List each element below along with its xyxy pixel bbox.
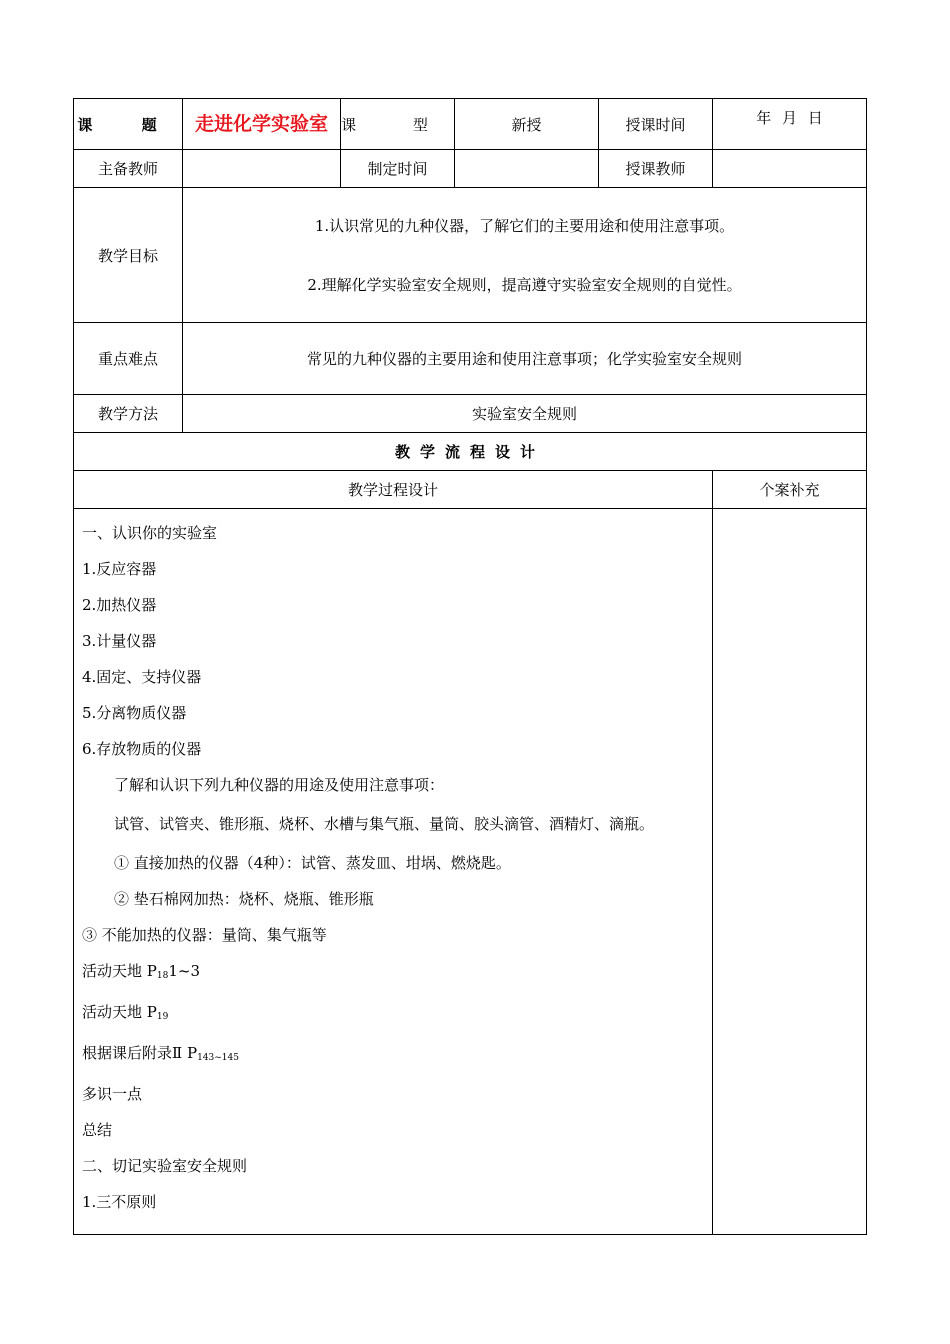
process-column-header: 教学过程设计: [74, 471, 713, 509]
goals-label: 教学目标: [74, 188, 183, 323]
made-time-label: 制定时间: [341, 150, 455, 188]
appendix-reference: [82, 1035, 704, 1076]
activity-reference: [82, 953, 704, 994]
supplement-content: [713, 509, 867, 1235]
asbestos-heat-text: ② 垫石棉网加热：烧杯、烧瓶、锥形瓶: [114, 890, 374, 908]
page-subscript: 18: [156, 971, 169, 981]
lesson-plan-sheet: [73, 98, 866, 1235]
no-heat-text: ③ 不能加热的仪器：量筒、集气瓶等: [82, 926, 327, 944]
topic-value: 走进化学实验室: [194, 113, 328, 135]
activity-range: 1~3: [168, 962, 200, 980]
flow-title: 教学流程设计: [394, 443, 545, 461]
key-points-row: [74, 323, 867, 395]
lesson-plan-table: [73, 98, 867, 1235]
activity-text: 活动天地 P: [82, 962, 157, 980]
process-content: [74, 509, 713, 1235]
instrument-category: 4.固定、支持仪器: [82, 668, 202, 686]
instrument-list: 试管、试管夹、锥形瓶、烧杯、水槽与集气瓶、量筒、胶头滴管、酒精灯、滴瓶。: [114, 815, 655, 833]
section-heading: 二、切记实验室安全规则: [82, 1157, 248, 1175]
rule-item: 1.三不原则: [82, 1193, 157, 1211]
instrument-category: 2.加热仪器: [82, 596, 157, 614]
supplement-column-header: 个案补充: [713, 471, 867, 509]
flow-title-cell: [74, 433, 867, 471]
preparer-value: [183, 150, 341, 188]
goal-item: 1.认识常见的九种仪器，了解它们的主要用途和使用注意事项。: [314, 217, 735, 235]
topic-label-cell: [74, 99, 183, 150]
method-label: 教学方法: [74, 395, 183, 433]
header-row-1: [74, 99, 867, 150]
goals-row: [74, 188, 867, 323]
flow-header-row: [74, 471, 867, 509]
preparer-label: 主备教师: [74, 150, 183, 188]
type-label-cell: [341, 99, 455, 150]
direct-heat-text: ① 直接加热的仪器（4种）：试管、蒸发皿、坩埚、燃烧匙。: [114, 854, 511, 872]
date-value: 年 月 日: [756, 109, 823, 127]
teacher-value: [713, 150, 867, 188]
key-points-value: 常见的九种仪器的主要用途和使用注意事项；化学实验室安全规则: [183, 323, 867, 395]
method-value: 实验室安全规则: [183, 395, 867, 433]
instrument-category: 5.分离物质仪器: [82, 704, 187, 722]
appendix-text: 根据课后附录Ⅱ P: [82, 1044, 198, 1062]
goals-content: [183, 188, 867, 323]
activity-reference: [82, 994, 704, 1035]
header-row-2: [74, 150, 867, 188]
topic-label: 课 题: [77, 115, 179, 134]
topic-value-cell: [183, 99, 341, 150]
date-cell: [713, 99, 867, 150]
instrument-category: 1.反应容器: [82, 560, 157, 578]
page-subscript: 143~145: [197, 1053, 239, 1063]
intro-text: 了解和认识下列九种仪器的用途及使用注意事项：: [114, 776, 445, 794]
more-knowledge: 多识一点: [82, 1085, 143, 1103]
flow-content-row: [74, 509, 867, 1235]
page-subscript: 19: [156, 1012, 169, 1022]
key-points-label: 重点难点: [74, 323, 183, 395]
activity-text: 活动天地 P: [82, 1003, 157, 1021]
summary-text: 总结: [82, 1121, 113, 1139]
method-row: [74, 395, 867, 433]
time-label: 授课时间: [599, 99, 713, 150]
made-time-value: [455, 150, 599, 188]
type-value: 新授: [455, 99, 599, 150]
flow-title-row: [74, 433, 867, 471]
type-label: 课 型: [341, 115, 454, 134]
teacher-label: 授课教师: [599, 150, 713, 188]
instrument-category: 3.计量仪器: [82, 632, 157, 650]
goal-item: 2.理解化学实验室安全规则，提高遵守实验室安全规则的自觉性。: [307, 276, 742, 294]
section-heading: 一、认识你的实验室: [82, 524, 218, 542]
instrument-category: 6.存放物质的仪器: [82, 740, 202, 758]
